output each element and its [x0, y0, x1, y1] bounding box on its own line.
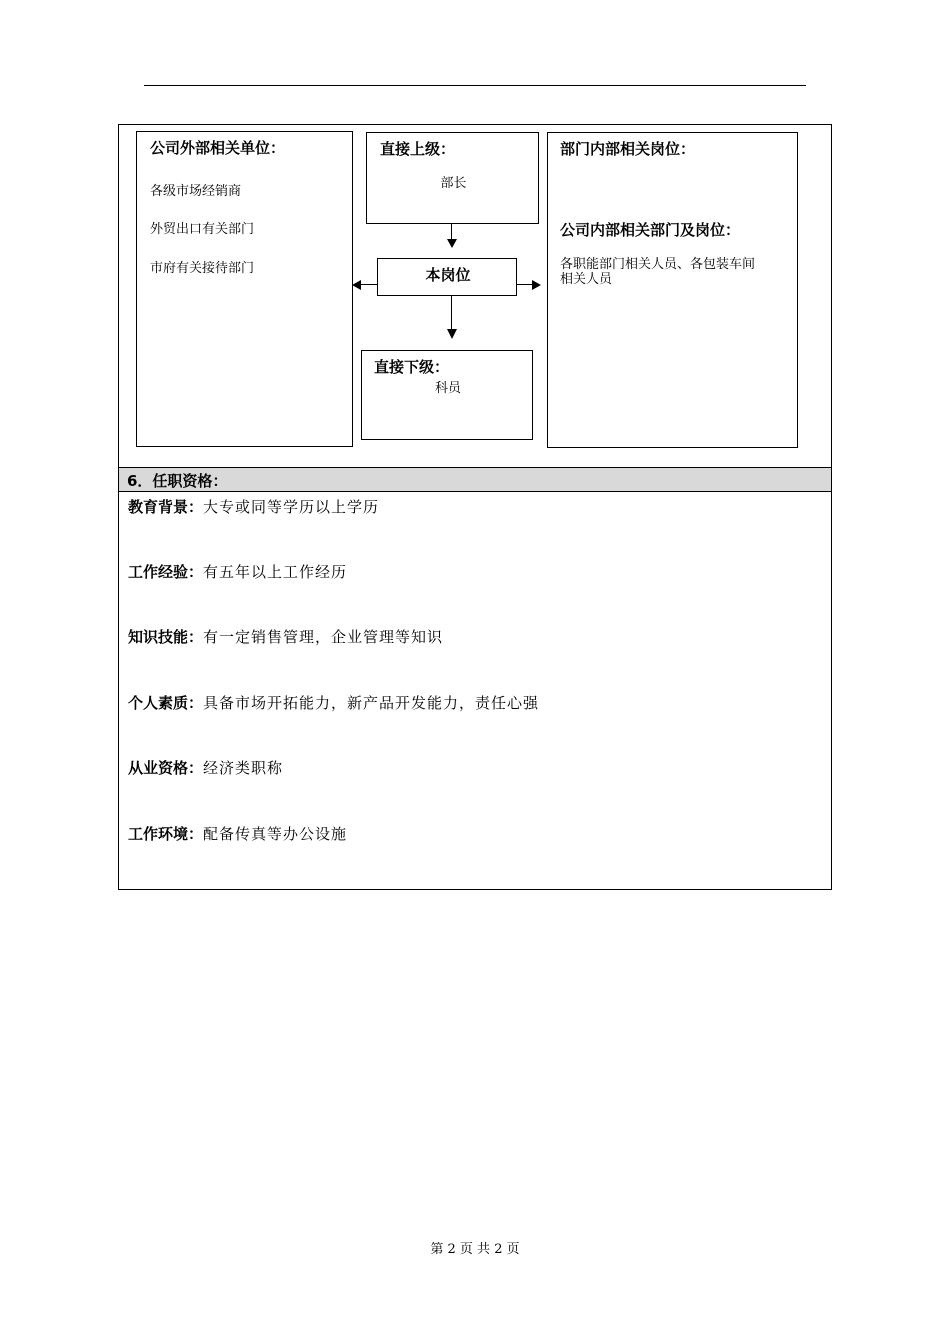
arrow-right-icon [532, 280, 541, 290]
direct-superior-title: 直接上级： [380, 140, 456, 158]
qualification-value: 具备市场开拓能力，新产品开发能力，责任心强 [203, 694, 540, 712]
internal-company-positions-line: 相关人员 [560, 272, 613, 287]
qualifications-section-header [119, 467, 831, 492]
internal-positions-box [547, 132, 798, 448]
direct-subordinate-box [361, 350, 533, 440]
qualification-value: 有一定销售管理，企业管理等知识 [203, 628, 444, 646]
arrow-down-icon [447, 329, 457, 339]
direct-superior-value: 部长 [440, 176, 467, 191]
qualification-label: 知识技能： [128, 628, 204, 646]
qualification-row [128, 823, 347, 844]
arrow-down-line [451, 224, 452, 240]
qualification-label: 个人素质： [128, 694, 204, 712]
qualification-row [128, 757, 283, 778]
qualification-label: 从业资格： [128, 759, 204, 777]
arrow-down-icon [447, 239, 457, 248]
external-units-title: 公司外部相关单位： [150, 139, 286, 157]
arrow-right-line [517, 284, 532, 285]
direct-subordinate-value: 科员 [434, 381, 461, 396]
this-position-title: 本岗位 [425, 266, 471, 284]
direct-subordinate-title: 直接下级： [374, 358, 450, 376]
qualifications-section-title: 6．任职资格： [127, 472, 228, 490]
qualification-value: 有五年以上工作经历 [203, 563, 348, 581]
arrow-down-line [451, 296, 452, 330]
qualification-value: 经济类职称 [203, 759, 284, 777]
qualification-row [128, 626, 443, 647]
external-units-box [136, 131, 353, 447]
qualification-row [128, 692, 539, 713]
internal-company-positions-line: 各职能部门相关人员、各包装车间 [560, 257, 756, 272]
this-position-box [377, 258, 517, 296]
qualification-row [128, 496, 379, 517]
qualification-row [128, 561, 347, 582]
qualification-value: 配备传真等办公设施 [203, 825, 348, 843]
internal-company-positions-title: 公司内部相关部门及岗位： [560, 221, 741, 239]
qualification-label: 工作经验： [128, 563, 204, 581]
external-unit-item: 市府有关接待部门 [150, 261, 255, 276]
qualification-value: 大专或同等学历以上学历 [203, 498, 380, 516]
external-unit-item: 外贸出口有关部门 [150, 222, 255, 237]
page-footer: 第 2 页 共 2 页 [430, 1242, 520, 1257]
internal-dept-positions-title: 部门内部相关岗位： [560, 140, 696, 158]
header-rule [144, 85, 806, 86]
qualification-label: 教育背景： [128, 498, 204, 516]
external-unit-item: 各级市场经销商 [150, 184, 242, 199]
arrow-left-line [361, 284, 377, 285]
direct-superior-box [366, 132, 539, 224]
qualification-label: 工作环境： [128, 825, 204, 843]
arrow-left-icon [352, 280, 361, 290]
